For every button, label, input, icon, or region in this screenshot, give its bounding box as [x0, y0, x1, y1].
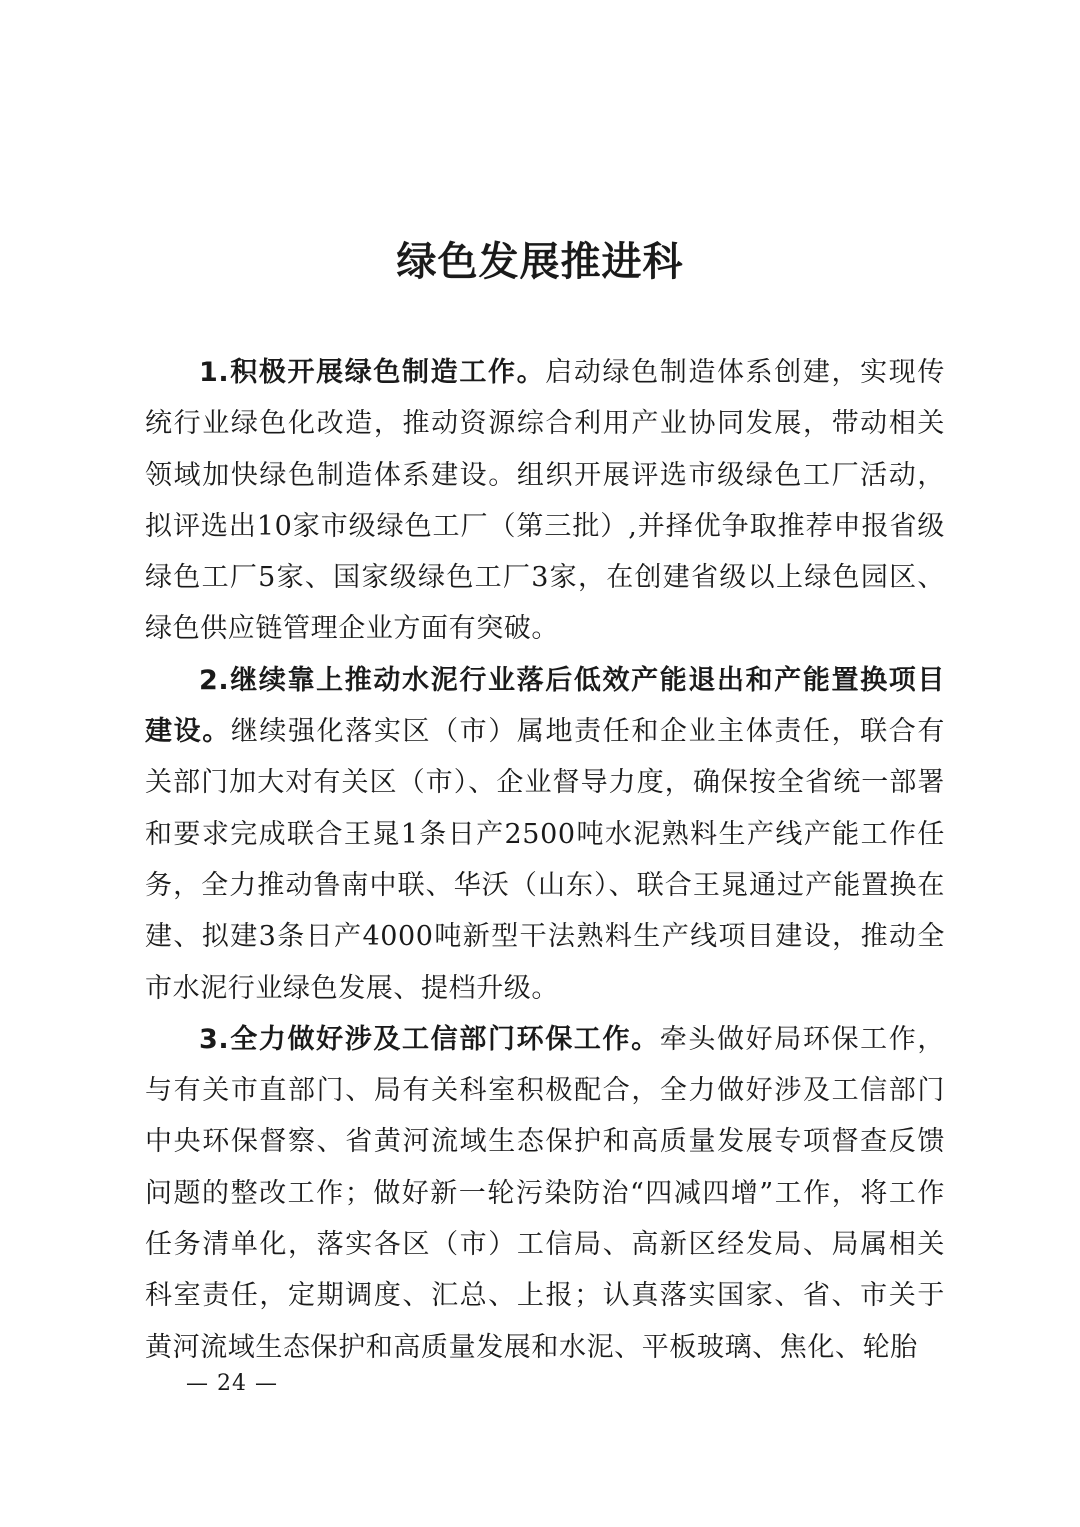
paragraph-2-heading: 2.继续靠上推动水泥行业落后低效产能退出和产能置换项目建设。: [145, 664, 945, 748]
paragraph-3: [145, 1014, 945, 1373]
paragraph-2-text: 继续强化落实区（市）属地责任和企业主体责任，联合有关部门加大对有关区（市）、企业督导力度，确保按全省统一部署和要求完成联合王晁1条日产2500吨水泥熟料生产线产能工作任务，全力推动鲁南中联、华沃（山东）、联合王晁通过产能置换在建、拟建3条日产4000吨新型干法熟料生产线项目建设，推动全市水泥行业绿色发展、提档升级。: [145, 716, 945, 1004]
paragraph-1: [145, 347, 945, 655]
document-body: [145, 347, 945, 1373]
paragraph-1-text: 启动绿色制造体系创建，实现传统行业绿色化改造，推动资源综合利用产业协同发展，带动相关领域加快绿色制造体系建设。组织开展评选市级绿色工厂活动，拟评选出10家市级绿色工厂（第三批）,并择优争取推荐申报省级绿色工厂5家、国家级绿色工厂3家，在创建省级以上绿色园区、绿色供应链管理企业方面有突破。: [145, 357, 945, 645]
paragraph-3-heading: 3.全力做好涉及工信部门环保工作。: [199, 1023, 660, 1055]
page-title: 绿色发展推进科: [396, 239, 684, 285]
paragraph-3-text: 牵头做好局环保工作，与有关市直部门、局有关科室积极配合，全力做好涉及工信部门中央环保督察、省黄河流域生态保护和高质量发展专项督查反馈问题的整改工作；做好新一轮污染防治“四减四增”工作，将工作任务清单化，落实各区（市）工信局、高新区经发局、局属相关科室责任，定期调度、汇总、上报；认真落实国家、省、市关于黄河流域生态保护和高质量发展和水泥、平板玻璃、焦化、轮胎: [145, 1023, 946, 1363]
paragraph-2: [145, 655, 945, 1014]
page-number: — 24 —: [186, 1371, 278, 1396]
paragraph-1-heading: 1.积极开展绿色制造工作。: [199, 357, 546, 388]
